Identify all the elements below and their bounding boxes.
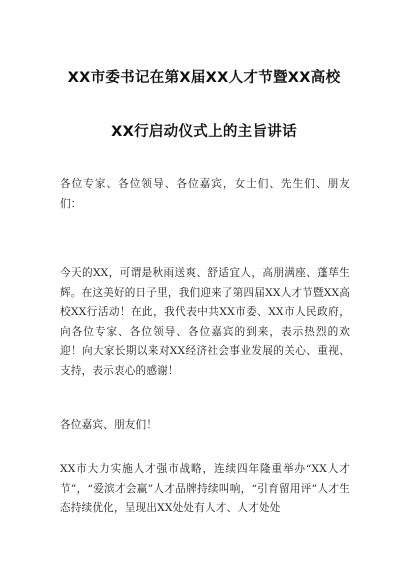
address-paragraph: 各位嘉宾、朋友们！ <box>60 419 158 431</box>
document-title-line-2: XX行启动仪式上的主旨讲话 <box>111 124 297 140</box>
salutation-paragraph: 各位专家、各位领导、各位嘉宾，女士们、先生们、朋友们： <box>60 178 350 210</box>
document-title-line-1: XX市委书记在第X届XX人才节暨XX高校 <box>67 70 341 86</box>
body-paragraph: XX市大力实施人才强市战略，连续四年隆重举办“XX人才节”，“爱滨才会赢”人才品牌持续叫响，“引育留用评”人才生态持续优化，呈现出XX处处有人才、人才处处 <box>60 463 350 514</box>
opening-paragraph: 今天的XX，可谓是秋雨送爽、舒适宜人，高朋满座、蓬荜生辉。在这美好的日子里，我们迎来了第四届XX人才节暨XX高校XX行活动！在此，我代表中共XX市委、XX市人民政府，向各位专家、各位领导、各位嘉宾的到来，表示热烈的欢迎！向大家长期以来对XX经济社会事业发展的关心、重视、支持，表示衷心的感谢！ <box>60 267 351 377</box>
